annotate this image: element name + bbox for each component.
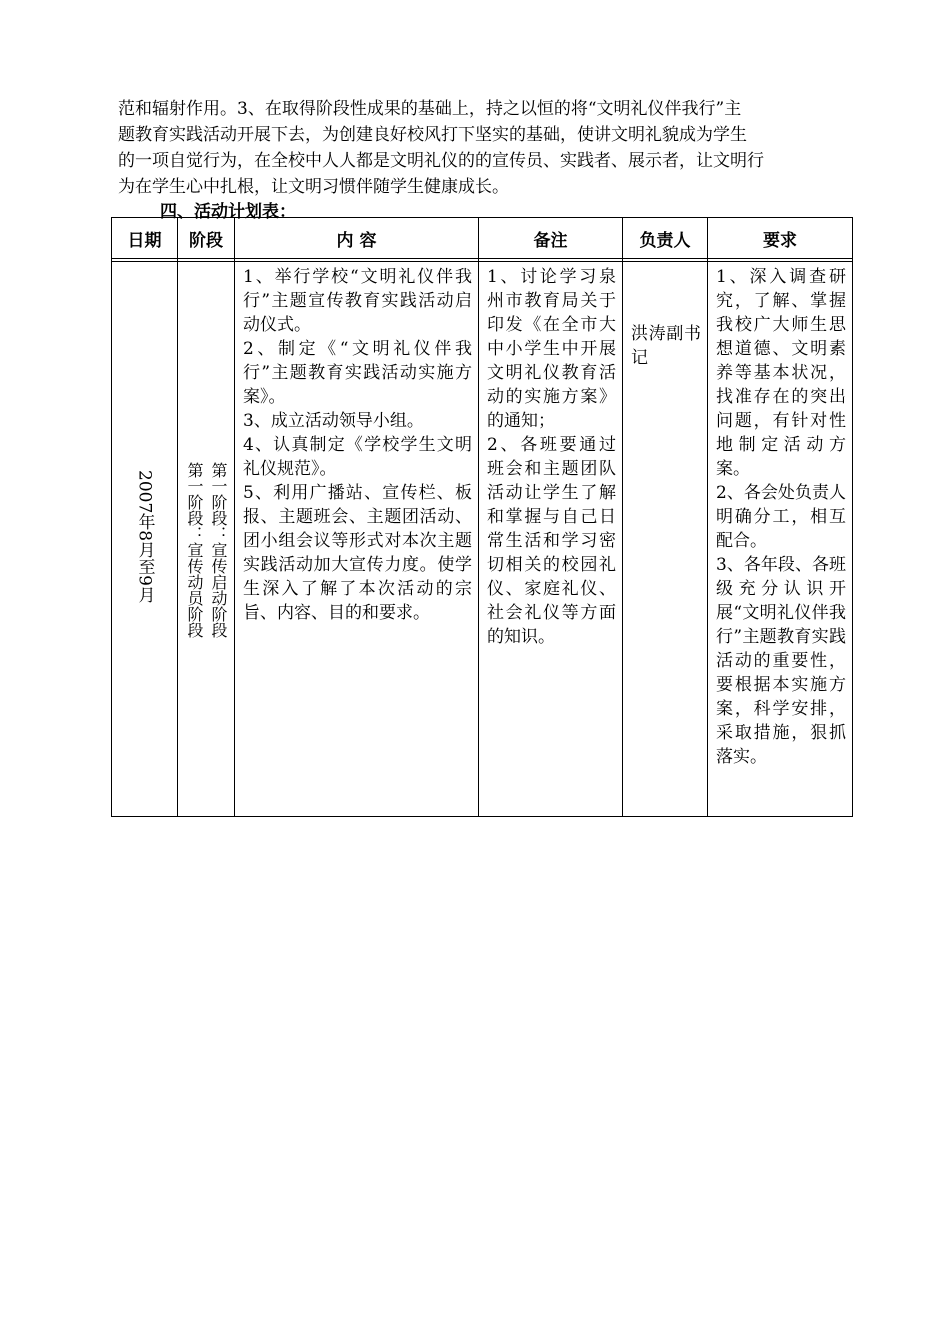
content-item: 1、举行学校“文明礼仪伴我行”主题宣传教育实践活动启动仪式。 bbox=[243, 267, 472, 335]
content-item: 2、制定《“文明礼仪伴我行”主题教育实践活动实施方案》。 bbox=[243, 339, 472, 407]
stage-text-alt: 第一阶段：宣传动员阶段 bbox=[185, 462, 204, 638]
section-heading: 四、活动计划表： bbox=[160, 202, 296, 222]
header-date: 日期 bbox=[112, 218, 178, 259]
intro-line: 的一项自觉行为，在全校中人人都是文明礼仪的的宣传员、实践者、展示者，让文明行 bbox=[118, 151, 764, 171]
header-notes: 备注 bbox=[479, 218, 623, 259]
header-content: 内 容 bbox=[235, 218, 479, 259]
person-cell bbox=[623, 262, 708, 817]
notes-cell bbox=[479, 262, 623, 817]
intro-line: 为在学生心中扎根，让文明习惯伴随学生健康成长。 bbox=[118, 177, 509, 197]
table-header-row bbox=[112, 218, 853, 259]
stage-text: 第一阶段：宣传启动阶段 bbox=[209, 462, 228, 638]
content-item: 4、认真制定《学校学生文明礼仪规范》。 bbox=[243, 435, 472, 479]
content-cell bbox=[235, 262, 479, 817]
date-text: 2007年8月至9月 bbox=[134, 470, 155, 603]
activity-plan-table bbox=[111, 217, 853, 817]
requirements-cell bbox=[708, 262, 853, 817]
date-cell bbox=[112, 262, 178, 817]
requirement-item: 1、深入调查研究，了解、掌握我校广大师生思想道德、文明素养等基本状况，找准存在的突出问题，有针对性地制定活动方案。 bbox=[716, 267, 846, 479]
intro-line: 范和辐射作用。3、在取得阶段性成果的基础上，持之以恒的将“文明礼仪伴我行”主 bbox=[118, 99, 742, 119]
person-text: 洪涛副书记 bbox=[631, 324, 701, 368]
notes-item: 1、讨论学习泉州市教育局关于印发《在全市大中小学生中开展文明礼仪教育活动的实施方案》的通知； bbox=[487, 267, 616, 431]
header-stage: 阶段 bbox=[178, 218, 235, 259]
requirement-item: 3、各年段、各班级充分认识开展“文明礼仪伴我行”主题教育实践活动的重要性，要根据本实施方案，科学安排，采取措施，狠抓落实。 bbox=[716, 555, 846, 767]
requirement-item: 2、各会处负责人明确分工，相互配合。 bbox=[716, 483, 846, 551]
header-requirements: 要求 bbox=[708, 218, 853, 259]
content-item: 3、成立活动领导小组。 bbox=[243, 411, 424, 431]
stage-cell bbox=[178, 262, 235, 817]
intro-paragraph bbox=[118, 96, 838, 200]
content-item: 5、利用广播站、宣传栏、板报、主题班会、主题团活动、团小组会议等形式对本次主题实践活动加大宣传力度。使学生深入了解了本次活动的宗旨、内容、目的和要求。 bbox=[243, 483, 472, 623]
intro-line: 题教育实践活动开展下去，为创建良好校风打下坚实的基础，使讲文明礼貌成为学生 bbox=[118, 125, 747, 145]
table-row bbox=[112, 262, 853, 817]
header-person: 负责人 bbox=[623, 218, 708, 259]
notes-item: 2、各班要通过班会和主题团队活动让学生了解和掌握与自己日常生活和学习密切相关的校园礼仪、家庭礼仪、社会礼仪等方面的知识。 bbox=[487, 435, 616, 647]
